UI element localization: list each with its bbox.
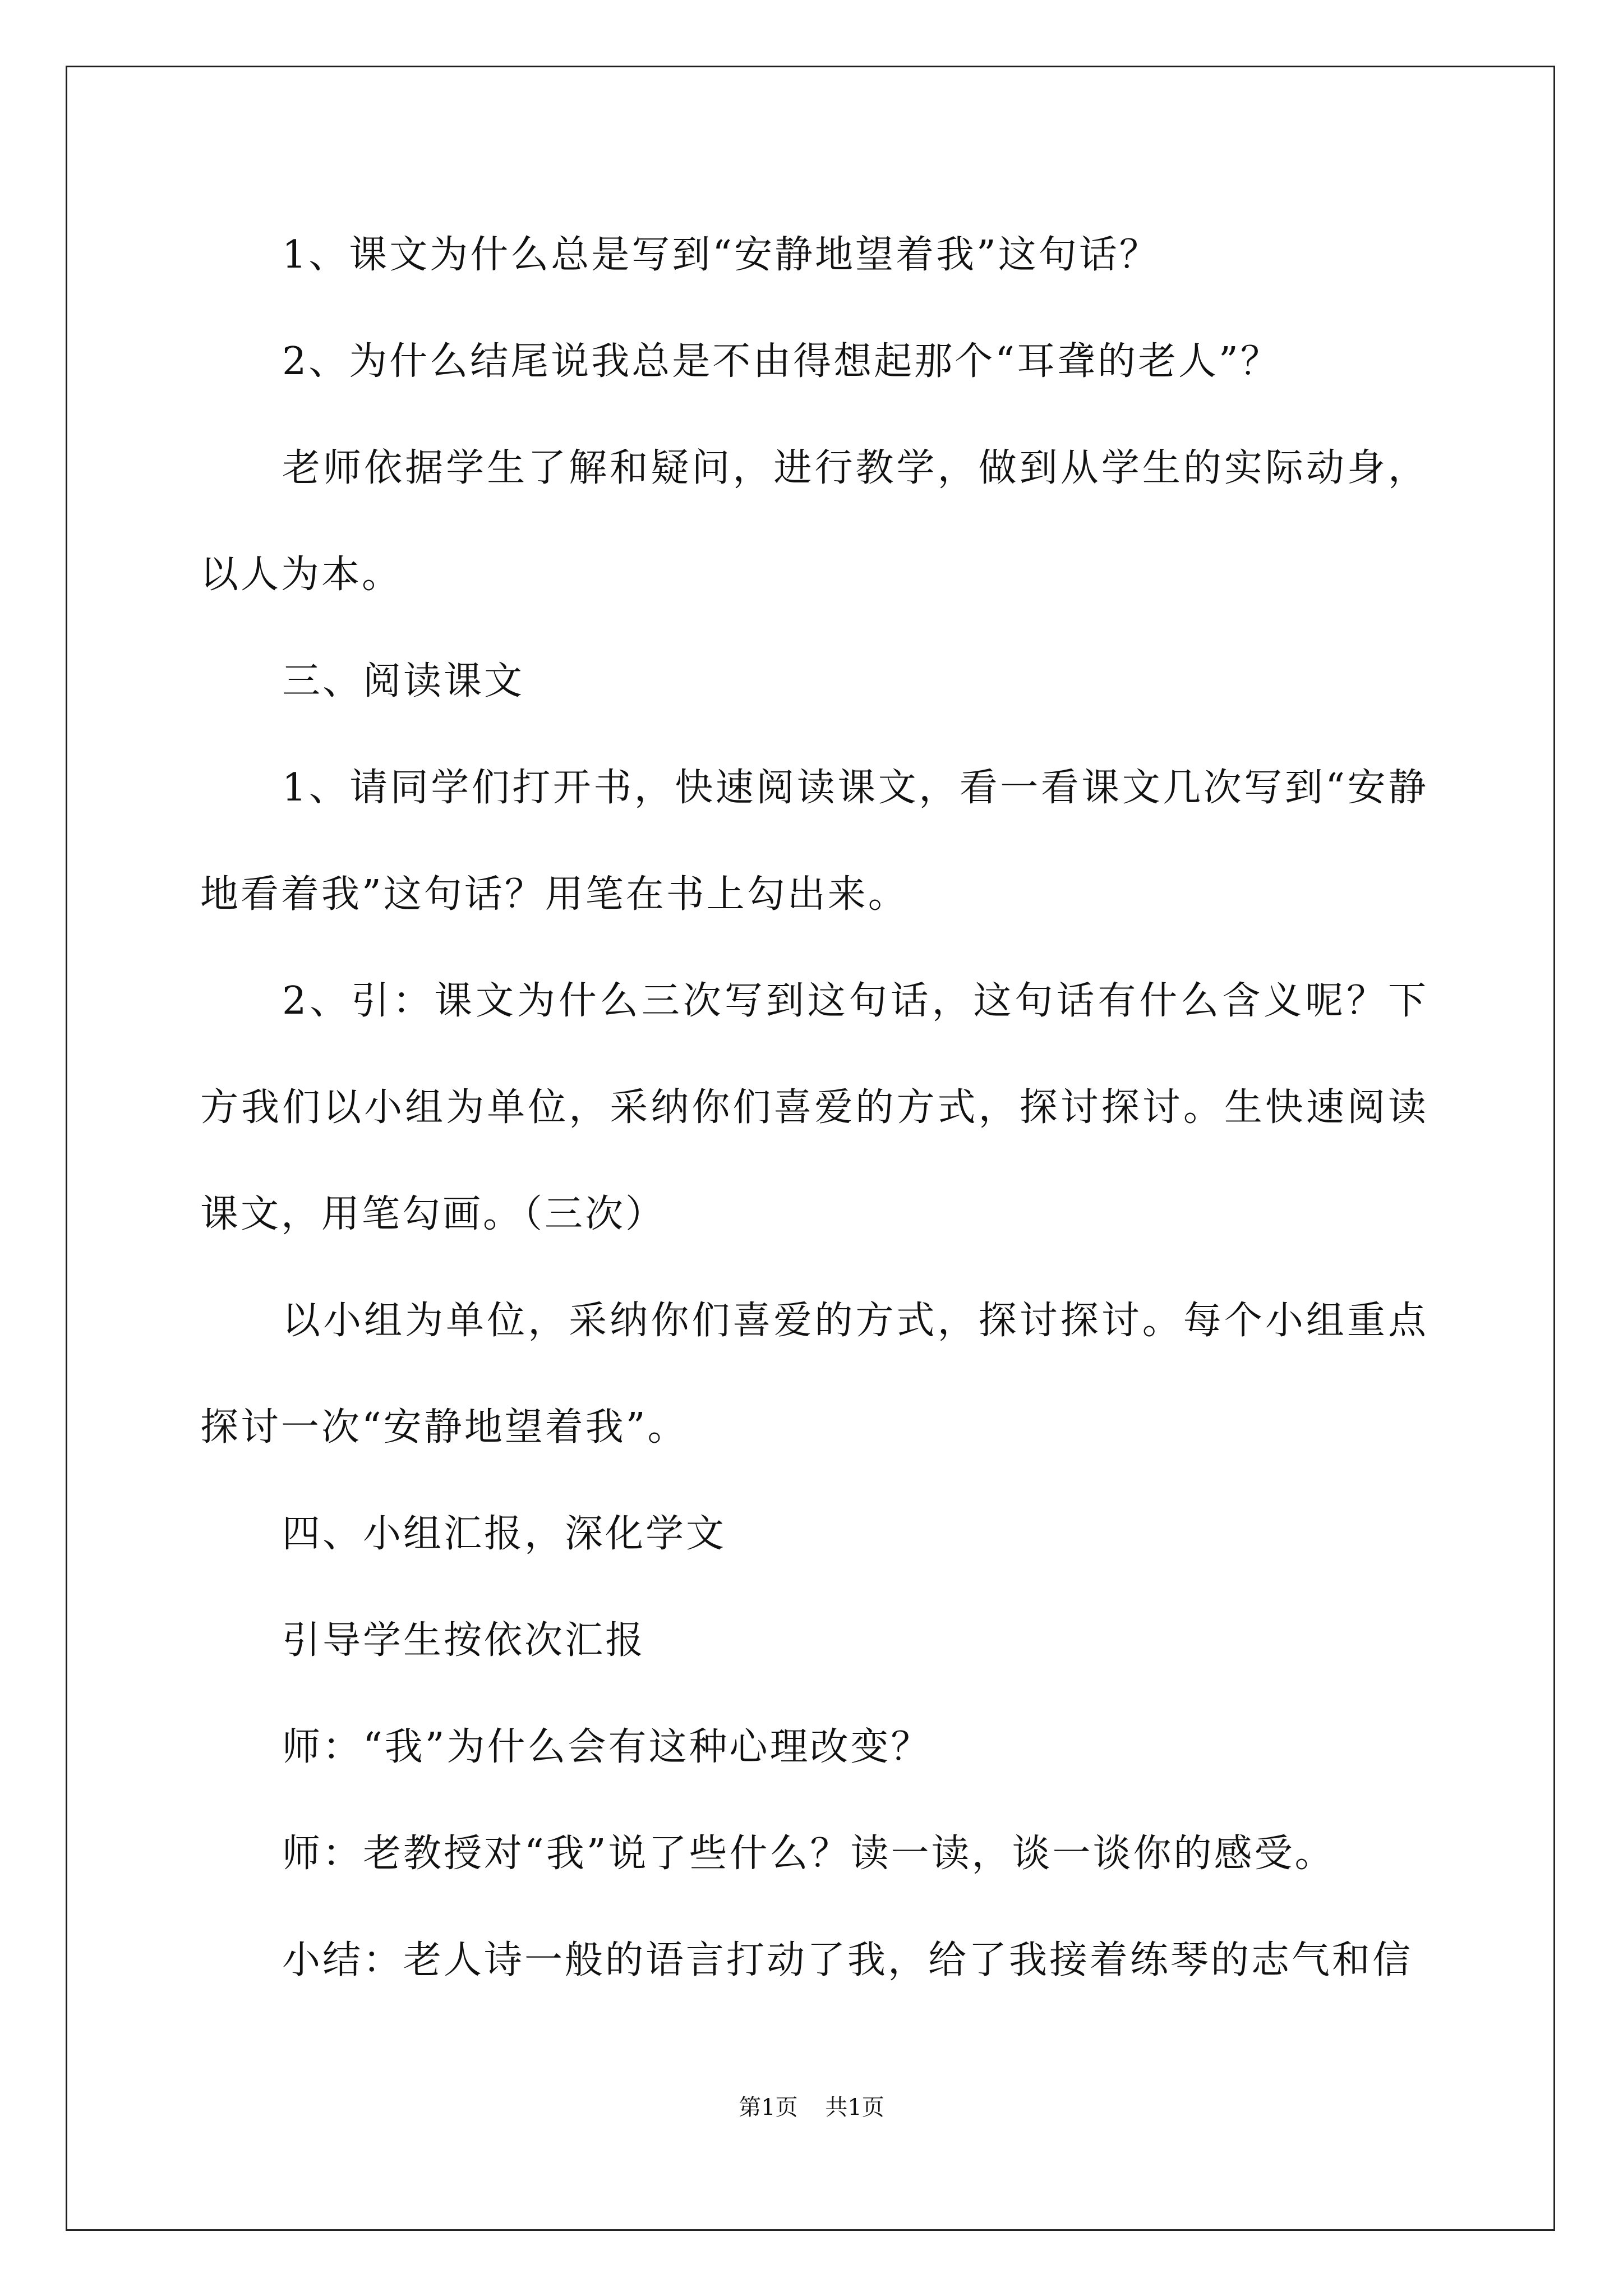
paragraph-teacher-question-2: 师：老教授对“我”说了些什么？读一读，谈一谈你的感受。: [282, 1832, 1335, 1876]
section-heading-3: 三、阅读课文: [282, 659, 525, 703]
paragraph-question-1: 1、课文为什么总是写到“安静地望着我”这句话？: [282, 233, 1160, 277]
paragraph-question-2: 2、为什么结尾说我总是不由得想起那个“耳聋的老人”？: [282, 339, 1281, 384]
page-number: 第1页: [739, 2095, 798, 2120]
paragraph-step-1: 1、请同学们打开书，快速阅读课文，看一看课文几次写到“安静地看着我”这句话？用笔在书上勾出来。: [200, 766, 1428, 917]
page-total: 共1页: [825, 2095, 884, 2120]
paragraph-teacher-question-1: 师：“我”为什么会有这种心理改变？: [282, 1725, 932, 1769]
paragraph-teaching-note: 老师依据学生了解和疑问，进行教学，做到从学生的实际动身，以人为本。: [200, 446, 1428, 597]
paragraph-step-2: 2、引：课文为什么三次写到这句话，这句话有什么含义呢？下方我们以小组为单位，采纳你们喜爱的方式，探讨探讨。生快速阅读课文，用笔勾画。（三次）: [200, 979, 1428, 1236]
page-footer: [0, 2090, 1623, 2122]
paragraph-report-order: 引导学生按依次汇报: [282, 1618, 646, 1663]
document-body: [200, 202, 1428, 2014]
paragraph-group-discussion: 以小组为单位，采纳你们喜爱的方式，探讨探讨。每个小组重点探讨一次“安静地望着我”。: [200, 1299, 1428, 1450]
section-heading-4: 四、小组汇报，深化学文: [282, 1512, 727, 1556]
paragraph-summary: 小结：老人诗一般的语言打动了我，给了我接着练琴的志气和信: [282, 1938, 1413, 1982]
